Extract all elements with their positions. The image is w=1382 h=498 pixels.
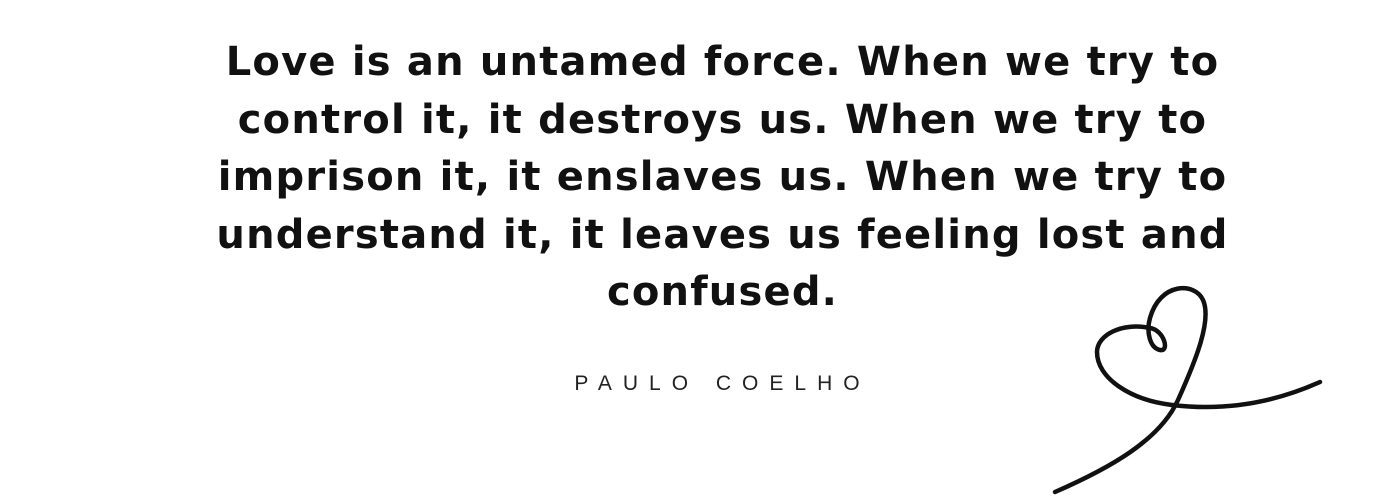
- heart-doodle-icon: [1040, 270, 1340, 498]
- quote-author: PAULO COELHO: [574, 372, 871, 395]
- quote-text: Love is an untamed force. When we try to control it, it destroys us. When we try to imprison it, it enslaves us. When we try to understand it, it leaves us feeling lost and confused.: [216, 39, 1229, 315]
- heart-doodle-stroke: [1055, 288, 1320, 492]
